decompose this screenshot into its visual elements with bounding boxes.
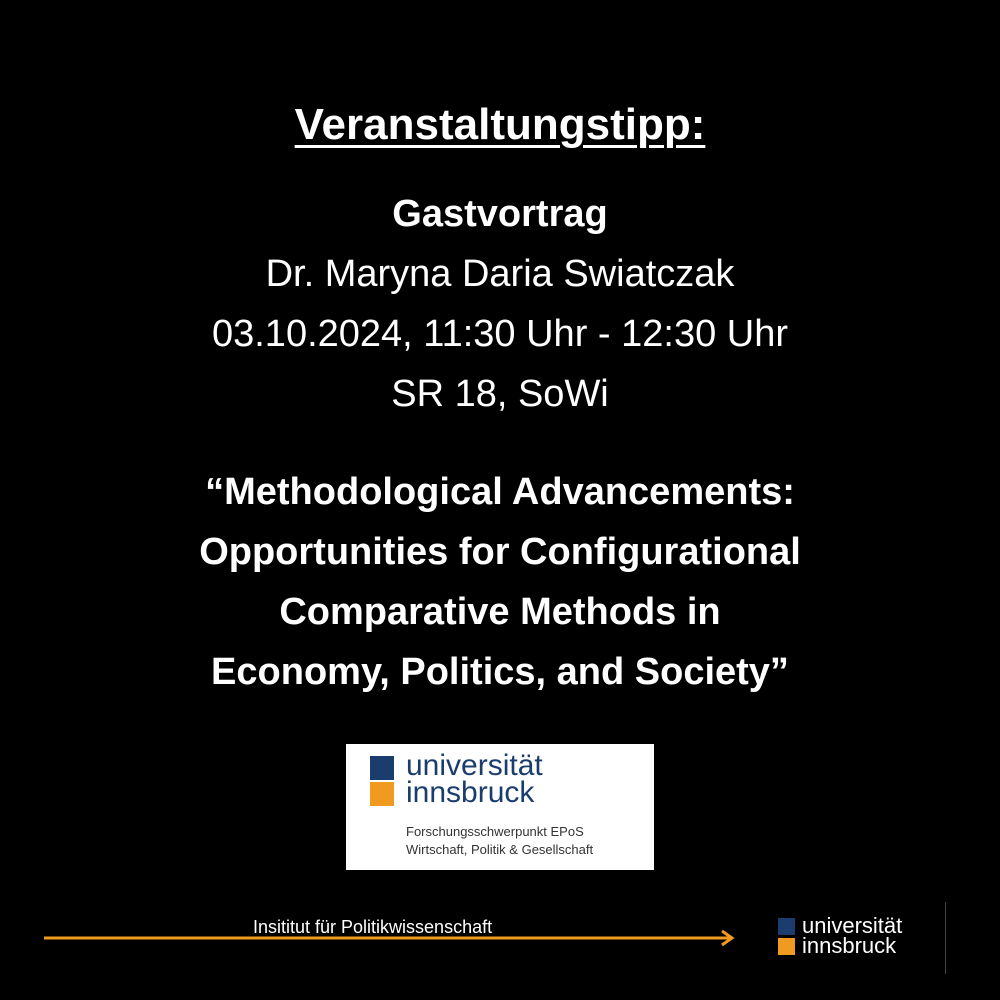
talk-title-line: “Methodological Advancements: [205,471,795,513]
page-heading: Veranstaltungstipp: [294,100,706,149]
logo-blue-square [370,756,394,780]
logo-word-universitaet: universität [406,749,543,782]
talk-title-line: Economy, Politics, and Society” [211,651,789,693]
talk-title-line: Opportunities for Configurational [199,531,801,573]
corner-logo-blue-square [778,918,795,935]
university-logo [346,744,654,870]
talk-title [0,462,1000,702]
logo-research-subtitle: Wirtschaft, Politik & Gesellschaft [406,842,594,857]
event-room: SR 18, SoWi [391,373,609,415]
arrow-right-icon [44,928,738,948]
logo-word-innsbruck: innsbruck [406,776,535,809]
corner-divider [945,902,946,974]
institute-label: Insititut für Politikwissenschaft [253,917,493,937]
corner-logo-orange-square [778,938,795,955]
corner-logo-word-innsbruck: innsbruck [802,933,897,958]
event-type: Gastvortrag [392,193,608,235]
talk-title-line: Comparative Methods in [279,591,721,633]
logo-orange-square [370,782,394,806]
logo-research-focus: Forschungsschwerpunkt EPoS [406,824,584,839]
corner-university-logo [778,913,948,960]
corner-logo-word-universitaet: universität [802,913,903,938]
speaker-name: Dr. Maryna Daria Swiatczak [265,253,735,295]
event-datetime: 03.10.2024, 11:30 Uhr - 12:30 Uhr [211,313,788,355]
